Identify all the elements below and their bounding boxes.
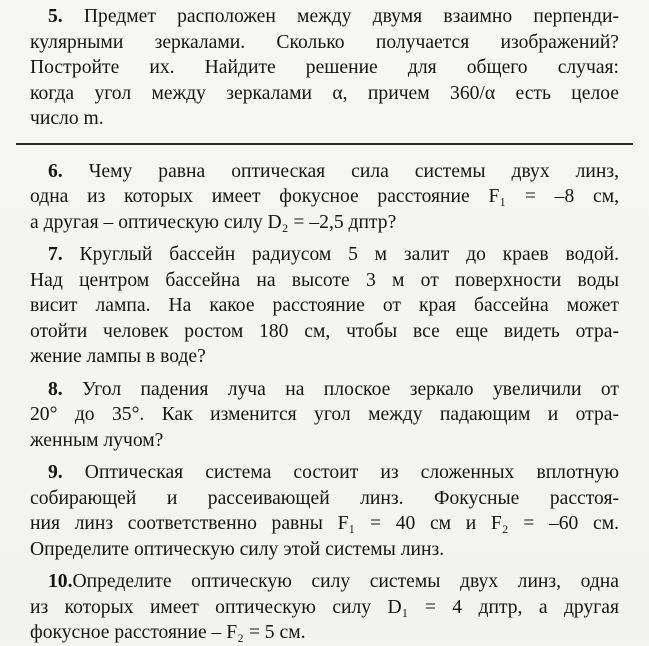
problem-6: [30, 159, 619, 236]
problem-line: [30, 460, 619, 486]
problem-number: 6.: [48, 160, 63, 182]
problem-10: [30, 569, 619, 646]
problem-7: [30, 242, 619, 370]
problem-number: 7.: [48, 244, 63, 265]
problem-line: кулярными зеркалами. Сколько получается изображений?: [30, 31, 619, 53]
problem-line: [30, 569, 619, 595]
problem-line: жение лампы в воде?: [30, 346, 206, 367]
problem-text: Определите оптическую силу системы двух линз, одна: [72, 571, 619, 592]
problem-line: висит лампа. На какое расстояние от края бассейна может: [30, 295, 619, 316]
problem-line: собирающей и рассеивающей линз. Фокусные расстоя-: [30, 487, 619, 509]
problem-8: [30, 377, 619, 454]
problem-number: 9.: [48, 462, 63, 483]
problem-line: отойти человек ростом 180 см, чтобы все еще видеть отра-: [30, 320, 619, 342]
problem-text: Оптическая система состоит из сложенных вплотную: [84, 462, 619, 483]
problem-line: ния линз соответственно равны F₁ = 40 см и F₂ = –60 см.: [30, 513, 619, 534]
problem-text: Чему равна оптическая сила системы двух линз,: [88, 160, 619, 182]
problem-line: число m.: [30, 108, 104, 129]
problem-line: Постройте их. Найдите решение для общего случая:: [30, 57, 619, 78]
problem-text: Предмет расположен между двумя взаимно перпенди-: [83, 6, 619, 27]
problem-line: [30, 377, 619, 403]
problem-line: когда угол между зеркалами α, причем 360/α есть целое: [30, 82, 619, 104]
problem-9: [30, 460, 619, 562]
problem-line: одна из которых имеет фокусное расстояние F₁ = –8 см,: [30, 186, 619, 207]
problem-line: женным лучом?: [30, 429, 164, 451]
problem-number: 10.: [48, 571, 73, 592]
problem-text: Угол падения луча на плоское зеркало увеличили от: [82, 378, 619, 400]
problem-line: а другая – оптическую силу D₂ = –2,5 дптр?: [30, 211, 397, 233]
problem-line: из которых имеет оптическую силу D₁ = 4 дптр, а другая: [30, 596, 619, 618]
problem-number: 5.: [48, 6, 63, 27]
problem-line: 20° до 35°. Как изменится угол между падающим и отра-: [30, 404, 619, 425]
problem-line: [30, 4, 619, 30]
problem-number: 8.: [48, 378, 63, 400]
problem-line: [30, 242, 619, 268]
problem-line: Определите оптическую силу этой системы линз.: [30, 538, 445, 560]
problem-line: [30, 159, 619, 185]
problem-line: фокусное расстояние – F₂ = 5 см.: [30, 622, 306, 643]
problem-line: Над центром бассейна на высоте 3 м от поверхности воды: [30, 269, 619, 291]
problem-text: Круглый бассейн радиусом 5 м залит до краев водой.: [79, 244, 620, 265]
section-divider: [16, 143, 633, 145]
problem-5: [30, 4, 619, 132]
